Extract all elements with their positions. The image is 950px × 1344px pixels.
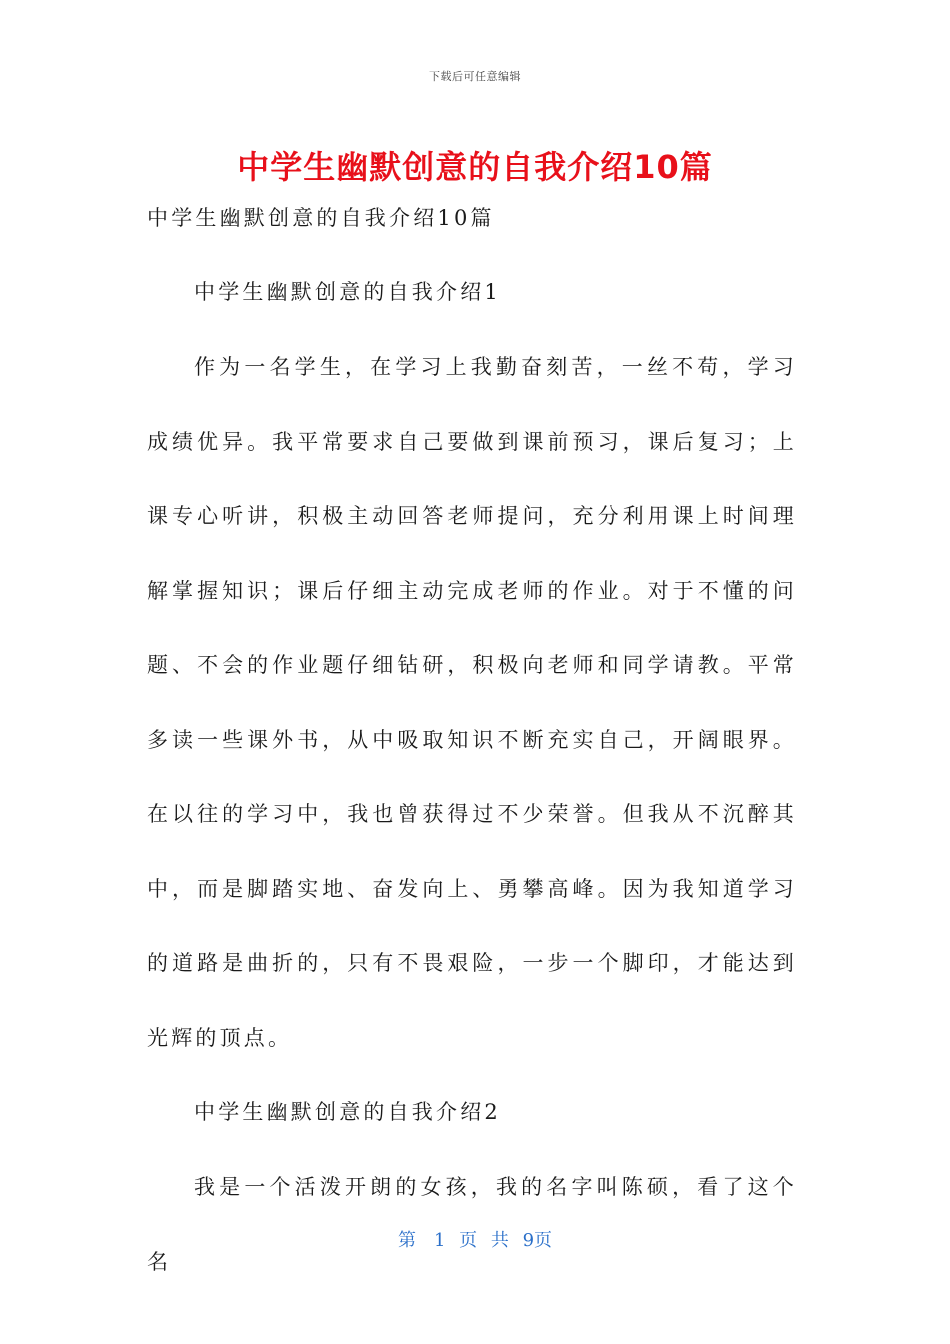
section-heading-1: 中学生幽默创意的自我介绍1 <box>194 280 501 304</box>
section-paragraph-2: 我是一个活泼开朗的女孩，我的名字叫陈硕，看了这个名 <box>147 1175 797 1274</box>
section-heading-2: 中学生幽默创意的自我介绍2 <box>194 1100 501 1124</box>
document-subtitle: 中学生幽默创意的自我介绍10篇 <box>147 206 495 230</box>
section-paragraph-1: 作为一名学生，在学习上我勤奋刻苦，一丝不苟，学习成绩优异。我平常要求自己要做到课前预习，课后复习；上课专心听讲，积极主动回答老师提问，充分利用课上时间理解掌握知识；课后仔细主动完成老师的作业。对于不懂的问题、不会的作业题仔细钻研，积极向老师和同学请教。平常多读一些课外书，从中吸取知识不断充实自己，开阔眼界。在以往的学习中，我也曾获得过不少荣誉。但我从不沉醉其中，而是脚踏实地、奋发向上、勇攀高峰。因为我知道学习的道路是曲折的，只有不畏艰险，一步一个脚印，才能达到光辉的顶点。 <box>147 355 797 1050</box>
page-number-footer: 第 1 页 共 9页 <box>397 1230 553 1251</box>
document-title: 中学生幽默创意的自我介绍10篇 <box>237 148 713 186</box>
page-header-note: 下载后可任意编辑 <box>429 70 521 83</box>
document-body <box>147 200 797 1318</box>
